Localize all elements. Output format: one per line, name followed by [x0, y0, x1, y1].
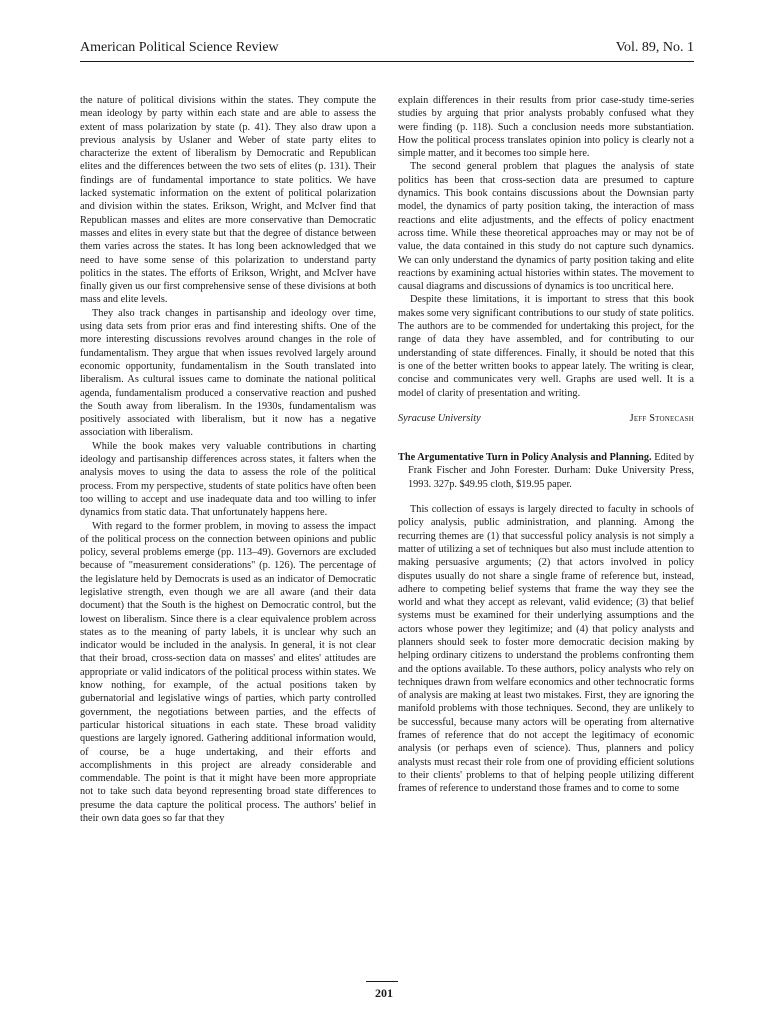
- body-paragraph: Despite these limitations, it is important to stress that this book makes some very significant contributions to our study of state politics. The authors are to be commended for undertaking this project, for the range of data they have assembled, and for contributing to our understanding of state differences. Finally, it should be noted that this is one of the better written books to appear lately. The writing is clear, concise and communicates very well. Graphs are used well. It is a model of clarity of presentation and writing.: [398, 294, 694, 399]
- left-column: [80, 94, 376, 825]
- right-column: [398, 94, 694, 796]
- body-paragraph: This collection of essays is largely directed to faculty in schools of policy analysis, public administration, and planning. Among the recurring themes are (1) that successful policy analysis is not simply a matter of utilizing a set of techniques but also must include attention to making persuasive arguments; (2) that actors involved in policy disputes usually do not share a single frame of reference but, instead, adhere to competing belief systems that frame the way they see the world and what they accept as relevant, valid evidence; (3) that belief systems must be examined for their underlying assumptions and the actors whose power they legitimize; and (4) that policy analysts and planners should seek to foster more democratic decision making by helping ordinary citizens to understand the problems confronting them and the options available. To these authors, policy analysts who rely on techniques drawn from welfare economics and other technocratic forms of analysis are making at least two mistakes. First, they are ignoring the manifold problems with those techniques. Second, they are unlikely to be successful, because many actors will be operating from alternative frames of reference that do not accept the legitimacy of economic analysis (or perhaps even of science). Thus, planners and policy analysts must recast their role from one of providing efficient solutions to their clients' problems to that of helping people utilizing different frames of reference to understand those frames and to come to some: [398, 504, 694, 795]
- folio-rule: [366, 981, 398, 982]
- body-paragraph: explain differences in their results from prior case-study time-series studies by arguing that prior analysts probably confused what they were finding (p. 118). Such a conclusion needs more substantiation. How the political process translates opinion into policy is clearly not a simple matter, and it becomes too simple here.: [398, 95, 694, 160]
- body-paragraph: With regard to the former problem, in moving to assess the impact of the political process on the connection between opinions and public policy, several problems emerge (pp. 113–49). Governors are excluded because of "measurement considerations" (p. 126). The percentage of the legislature held by Democrats is used as an indicator of Democratic legislative strength, even though we are all aware (and their data document) that the South is the highest on Democratic control, but the lowest on liberalism. Since there is a clear equivalence problem across states as to the meaning of party labels, it is unclear why such an indicator would be included in the analysis. In general, it is not clear that their broad, cross-section data on masses' and elites' attitudes are appropriate or valid indicators of the political process within states. We know nothing, for example, of the actual positions taken by gubernatorial and legislative wings of parties, which party controlled government, the negotiations between parties, and the effects of particular historical situations in each state. These broad validity questions are largely ignored. Gathering additional information would, of course, be a huge undertaking, and their efforts and accomplishments in this project are already considerable and commendable. The point is that it might have been more appropriate not to take such data beyond representing broad state differences to presume the data capture the political process. The authors' belief in their own data goes so far that they: [80, 520, 376, 825]
- page-number: 201: [375, 986, 393, 1000]
- body-paragraph: the nature of political divisions within the states. They compute the mean ideology by party within each state and are able to assess the extent of mass polarization by state (p. 41). They also draw upon a previous analysis by Uslaner and Weber of state party elites to characterize the extent of liberalism by Democratic and Republican elites and the differences between the two sets of elites (p. 131). Their findings are of fundamental importance to state politics. We have lacked systematic information on the extent of political polarization and division within the states. Erikson, Wright, and McIver find that Republican masses and elites are more conservative than Democratic masses and elites in every state but that the degree of distance between them varies across the states. It has long been acknowledged that we need to have some sense of this polarization to understand party politics in the states. The efforts of Erikson, Wright, and McIver have finally given us our first comprehensive sense of these divisions at both mass and elite levels.: [80, 95, 376, 306]
- review-signoff: [398, 412, 694, 425]
- body-paragraph: They also track changes in partisanship and ideology over time, using data sets from prior eras and find interesting shifts. One of the more interesting discussions revolves around changes in the role of fundamentalism. They argue that when issues revolved largely around economic opportunity, fundamentalism in the South translated into liberalism. As cultural issues came to dominate the national political agenda, fundamentalism produced a conservative reaction and pushed the South away from liberalism. In the 1930s, fundamentalism was positively associated with liberalism, but it now has a negative association with liberalism.: [80, 307, 376, 439]
- reviewer-affiliation: Syracuse University: [398, 412, 481, 424]
- body-paragraph: While the book makes very valuable contributions in charting ideology and partisanship differences across states, it falters when the analysis moves to using the data to assess the role of the political process. From my perspective, students of state politics have often been too willing to accept and use inadequate data and too willing to infer dynamics from static data. That unfortunately happens here.: [80, 440, 376, 519]
- body-paragraph: The second general problem that plagues the analysis of state politics has been that cross-section data are presumed to capture dynamics. This book contains discussions about the Downsian party model, the dynamics of party position taking, the interaction of mass reactions and elite adjustments, and the effects of policy enactment across time. While these theoretical approaches may or may not be of value, the data contained in this study do not capture such dynamics. We can only understand the dynamics of party position taking and elite reactions by examining actual histories within states. The movement to causal diagrams and discussions of dynamics is too uncritical here.: [398, 161, 694, 293]
- running-head: [80, 40, 694, 62]
- volume-issue: Vol. 89, No. 1: [615, 40, 694, 55]
- book-review-heading: [398, 451, 694, 491]
- book-citation: Edited by Frank Fischer and John Forester. Durham: Duke University Press, 1993. 327p. $49.95 cloth, $19.95 paper.: [408, 452, 695, 490]
- book-title: The Argumentative Turn in Policy Analysis and Planning.: [398, 452, 652, 464]
- journal-title: American Political Science Review: [80, 40, 279, 55]
- reviewer-name: Jeff Stonecash: [629, 412, 694, 424]
